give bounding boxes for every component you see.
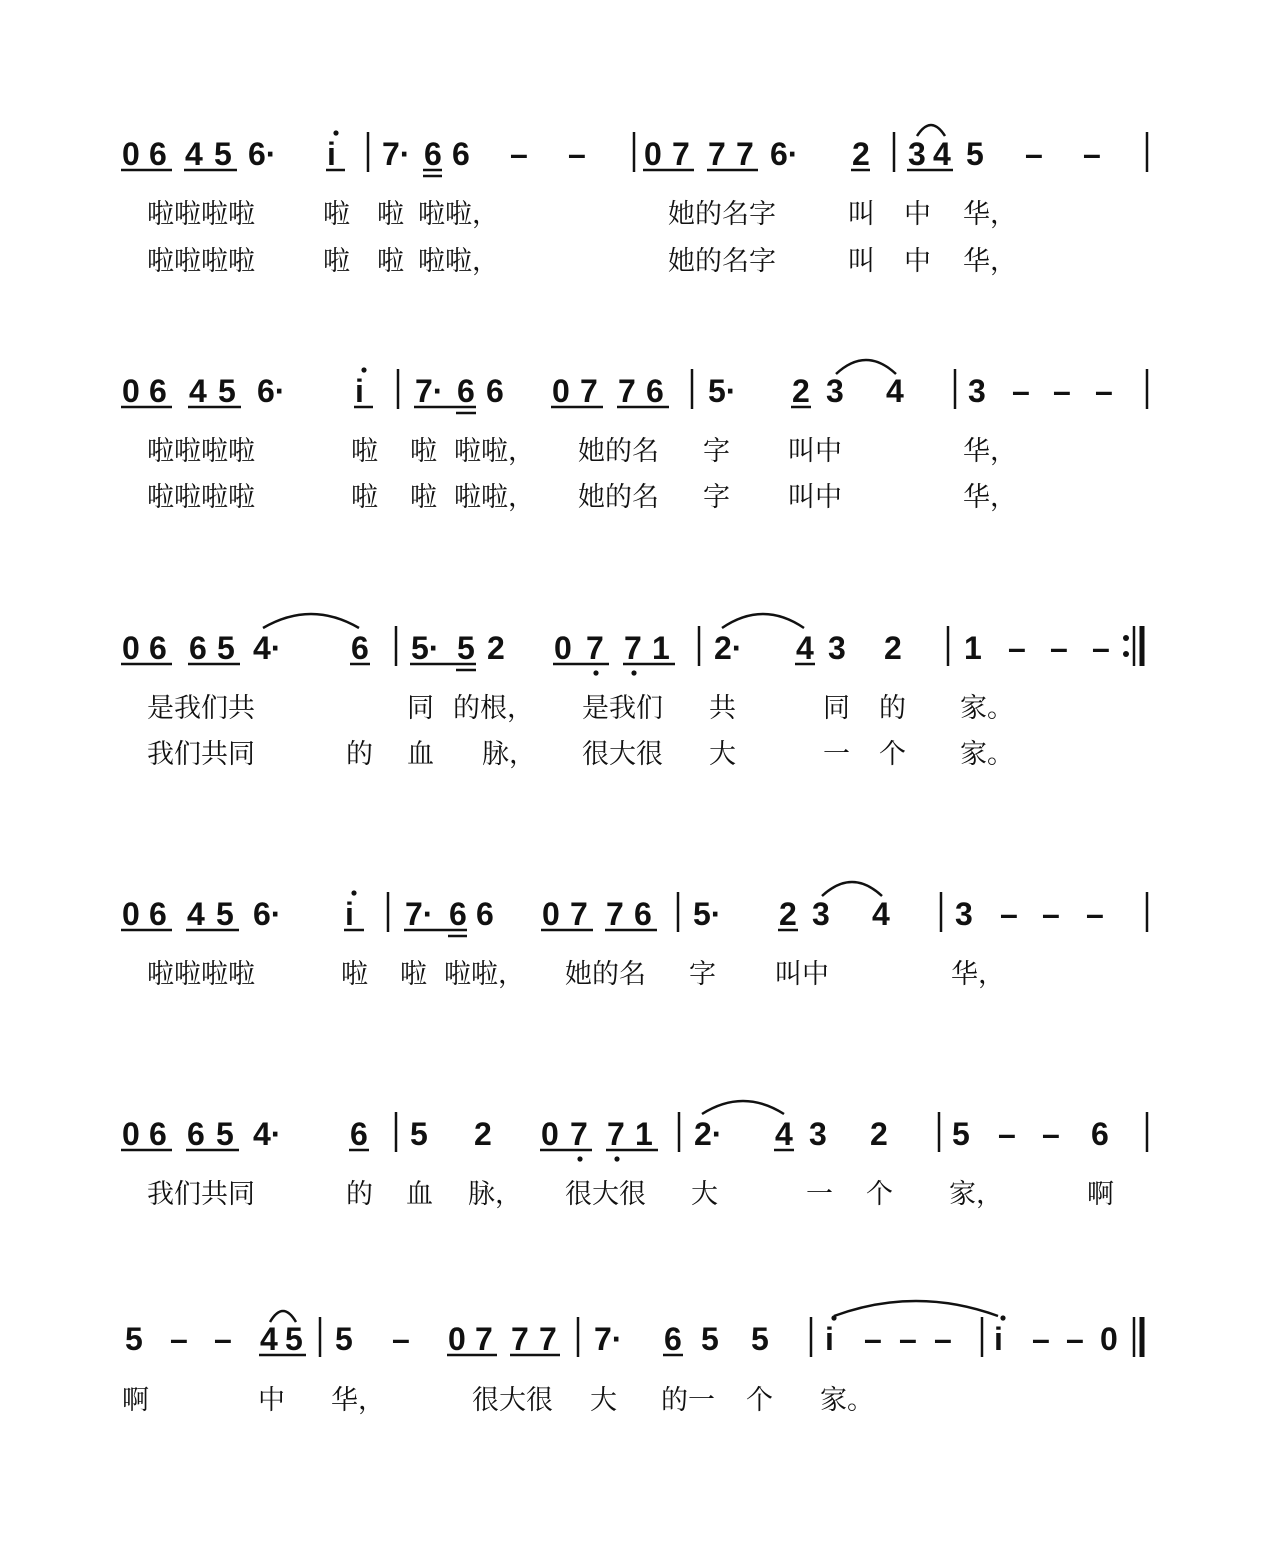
high-note: i — [327, 136, 336, 172]
high-octave-dot — [361, 367, 366, 372]
note: 7 — [586, 630, 604, 666]
note: 5 — [457, 630, 475, 666]
extension-dash: – — [1092, 630, 1110, 666]
lyric: 啦啦啦啦 — [147, 199, 255, 230]
slur — [822, 882, 882, 896]
dotted-note: 6· — [253, 896, 282, 932]
lyric: 啦啦， — [454, 482, 535, 513]
lyric: 家。 — [820, 1385, 874, 1416]
note: 0 — [644, 136, 662, 172]
extension-dash: – — [1042, 896, 1060, 932]
lyric: 的 — [879, 693, 906, 724]
note: 7 — [539, 1321, 557, 1357]
note: 0 — [122, 136, 140, 172]
note: 0 — [1100, 1321, 1118, 1357]
note: 5 — [285, 1321, 303, 1357]
note: 7 — [736, 136, 754, 172]
lyric: 个 — [866, 1179, 893, 1210]
note: 6 — [149, 136, 167, 172]
extension-dash: – — [568, 136, 586, 172]
note: 6 — [351, 630, 369, 666]
extension-dash: – — [1042, 1116, 1060, 1152]
dotted-note: 5· — [693, 896, 722, 932]
lyric: 大 — [691, 1179, 718, 1210]
note: 3 — [809, 1116, 827, 1152]
lyric: 很大很 — [582, 739, 663, 770]
lyric: 华， — [331, 1385, 385, 1416]
note: 1 — [635, 1116, 653, 1152]
lyric: 我们共同 — [147, 1179, 255, 1210]
lyric: 中 — [258, 1385, 285, 1416]
lyric: 脉， — [468, 1179, 522, 1210]
high-note: i — [345, 896, 354, 932]
note: 0 — [122, 896, 140, 932]
slur — [917, 125, 945, 136]
system-4-lyrics — [147, 959, 1005, 990]
lyric: 啦啦， — [454, 436, 535, 467]
note: 0 — [122, 630, 140, 666]
dotted-note: 6· — [248, 136, 277, 172]
dotted-note: 2· — [694, 1116, 723, 1152]
note: 4 — [796, 630, 814, 666]
lyric: 很大很 — [565, 1179, 646, 1210]
dotted-note: 6· — [257, 373, 286, 409]
note: 5 — [125, 1321, 143, 1357]
note: 2 — [852, 136, 870, 172]
note: 1 — [964, 630, 982, 666]
note: 7 — [570, 896, 588, 932]
note: 0 — [554, 630, 572, 666]
dotted-note: 7· — [405, 896, 434, 932]
lyric: 中 — [904, 246, 931, 277]
note: 5 — [952, 1116, 970, 1152]
note: 3 — [812, 896, 830, 932]
system-1-notes — [122, 136, 1101, 172]
lyric: 她的名 — [578, 436, 659, 467]
note: 5 — [966, 136, 984, 172]
note: 4 — [886, 373, 904, 409]
dotted-note: 5· — [411, 630, 440, 666]
note: 7 — [624, 630, 642, 666]
lyric: 啦 — [341, 959, 368, 990]
lyric: 是我们 — [582, 693, 663, 724]
note: 7 — [607, 1116, 625, 1152]
lyric: 啦 — [410, 482, 437, 513]
note: 2 — [792, 373, 810, 409]
lyric: 啦 — [323, 246, 350, 277]
extension-dash: – — [1086, 896, 1104, 932]
lyric: 华， — [951, 959, 1005, 990]
high-octave-dot — [1000, 1315, 1005, 1320]
lyric: 啊 — [1087, 1179, 1114, 1210]
lyric: 大 — [590, 1385, 617, 1416]
lyric: 血 — [406, 1179, 433, 1210]
system-5 — [121, 1101, 1147, 1210]
lyric: 啦啦， — [418, 199, 499, 230]
note: 5 — [216, 896, 234, 932]
low-octave-dot — [614, 1156, 619, 1161]
note: 4 — [187, 896, 205, 932]
lyric: 啦啦， — [418, 246, 499, 277]
lyric: 同 — [407, 693, 434, 724]
note: 7 — [606, 896, 624, 932]
extension-dash: – — [510, 136, 528, 172]
lyric: 同 — [823, 693, 850, 724]
system-4 — [121, 882, 1147, 990]
note: 7 — [570, 1116, 588, 1152]
note: 0 — [552, 373, 570, 409]
extension-dash: – — [1008, 630, 1026, 666]
dotted-note: 7· — [594, 1321, 623, 1357]
system-2 — [121, 360, 1147, 513]
dotted-note: 7· — [382, 136, 411, 172]
note: 7 — [511, 1321, 529, 1357]
note: 2 — [779, 896, 797, 932]
repeat-dot — [1123, 635, 1129, 641]
tie — [834, 1301, 998, 1316]
note: 7 — [708, 136, 726, 172]
note: 4 — [933, 136, 951, 172]
extension-dash: – — [1025, 136, 1043, 172]
note: 6 — [476, 896, 494, 932]
note: 6 — [452, 136, 470, 172]
lyric: 啦 — [410, 436, 437, 467]
lyric: 啦 — [377, 246, 404, 277]
note: 5 — [216, 1116, 234, 1152]
lyric: 华， — [963, 482, 1017, 513]
slur — [722, 614, 804, 628]
lyric: 叫中 — [788, 436, 842, 467]
lyric: 她的名字 — [668, 199, 776, 230]
extension-dash: – — [1053, 373, 1071, 409]
lyric: 啦啦啦啦 — [147, 959, 255, 990]
note: 4 — [189, 373, 207, 409]
extension-dash: – — [1012, 373, 1030, 409]
extension-dash: – — [998, 1116, 1016, 1152]
lyric: 啦啦啦啦 — [147, 246, 255, 277]
lyric: 的一 — [661, 1385, 715, 1416]
note: 4 — [775, 1116, 793, 1152]
note: 6 — [189, 630, 207, 666]
note: 5 — [217, 630, 235, 666]
note: 5 — [335, 1321, 353, 1357]
lyric: 的根， — [453, 693, 534, 724]
lyric: 啦啦啦啦 — [147, 482, 255, 513]
system-5-notes — [122, 1116, 1109, 1152]
dotted-note: 4· — [253, 630, 282, 666]
lyric: 中 — [904, 199, 931, 230]
note: 0 — [122, 373, 140, 409]
lyric: 叫中 — [788, 482, 842, 513]
extension-dash: – — [1032, 1321, 1050, 1357]
note: 0 — [541, 1116, 559, 1152]
note: 6 — [424, 136, 442, 172]
note: 6 — [149, 373, 167, 409]
note: 4 — [872, 896, 890, 932]
lyric: 华， — [963, 436, 1017, 467]
high-note: i — [994, 1321, 1003, 1357]
dotted-note: 7· — [415, 373, 444, 409]
slur — [836, 360, 896, 374]
extension-dash: – — [934, 1321, 952, 1357]
note: 5 — [751, 1321, 769, 1357]
lyric: 叫中 — [775, 959, 829, 990]
note: 6 — [149, 630, 167, 666]
lyric: 啦 — [351, 436, 378, 467]
note: 0 — [448, 1321, 466, 1357]
system-1 — [121, 125, 1147, 277]
note: 6 — [1091, 1116, 1109, 1152]
extension-dash: – — [1000, 896, 1018, 932]
note: 3 — [826, 373, 844, 409]
note: 6 — [457, 373, 475, 409]
lyric: 个 — [879, 739, 906, 770]
high-octave-dot — [351, 890, 356, 895]
extension-dash: – — [1095, 373, 1113, 409]
lyric: 的 — [346, 739, 373, 770]
lyric: 华， — [963, 246, 1017, 277]
lyric: 啦 — [400, 959, 427, 990]
note: 7 — [580, 373, 598, 409]
lyric: 叫 — [848, 199, 875, 230]
note: 2 — [870, 1116, 888, 1152]
lyric: 字 — [689, 959, 716, 990]
system-2-notes — [122, 373, 1113, 409]
lyric: 是我们共 — [147, 693, 255, 724]
lyric: 她的名 — [578, 482, 659, 513]
lyric: 的 — [346, 1179, 373, 1210]
note: 6 — [350, 1116, 368, 1152]
system-6-notes — [125, 1321, 1118, 1357]
lyric: 啊 — [122, 1385, 149, 1416]
note: 6 — [149, 1116, 167, 1152]
system-2-lyrics — [147, 436, 1017, 513]
lyric: 大 — [709, 739, 736, 770]
note: 6 — [646, 373, 664, 409]
lyric: 啦 — [323, 199, 350, 230]
slur — [702, 1101, 784, 1114]
system-6-lyrics — [122, 1385, 874, 1416]
lyric: 字 — [703, 482, 730, 513]
note: 4 — [185, 136, 203, 172]
high-note: i — [825, 1321, 834, 1357]
note: 3 — [968, 373, 986, 409]
slur — [263, 614, 359, 628]
lyric: 她的名 — [565, 959, 646, 990]
note: 6 — [187, 1116, 205, 1152]
note: 6 — [449, 896, 467, 932]
dotted-note: 4· — [253, 1116, 282, 1152]
system-3-lyrics — [147, 693, 1014, 770]
high-note: i — [355, 373, 364, 409]
note: 5 — [410, 1116, 428, 1152]
note: 6 — [664, 1321, 682, 1357]
lyric: 脉， — [482, 739, 536, 770]
extension-dash: – — [1050, 630, 1068, 666]
high-octave-dot — [333, 130, 338, 135]
note: 5 — [218, 373, 236, 409]
extension-dash: – — [170, 1321, 188, 1357]
note: 3 — [828, 630, 846, 666]
note: 7 — [672, 136, 690, 172]
lyric: 家， — [949, 1179, 1003, 1210]
lyric: 叫 — [848, 246, 875, 277]
note: 3 — [955, 896, 973, 932]
note: 5 — [701, 1321, 719, 1357]
note: 4 — [260, 1321, 278, 1357]
extension-dash: – — [214, 1321, 232, 1357]
lyric: 啦啦， — [444, 959, 525, 990]
dotted-note: 2· — [714, 630, 743, 666]
note: 7 — [618, 373, 636, 409]
low-octave-dot — [631, 670, 636, 675]
lyric: 一 — [823, 739, 850, 770]
lyric: 家。 — [960, 693, 1014, 724]
note: 2 — [487, 630, 505, 666]
lyric: 我们共同 — [147, 739, 255, 770]
lyric: 她的名字 — [668, 246, 776, 277]
note: 0 — [122, 1116, 140, 1152]
note: 2 — [474, 1116, 492, 1152]
lyric: 共 — [709, 693, 736, 724]
note: 6 — [486, 373, 504, 409]
note: 6 — [149, 896, 167, 932]
note: 3 — [908, 136, 926, 172]
low-octave-dot — [593, 670, 598, 675]
extension-dash: – — [392, 1321, 410, 1357]
extension-dash: – — [864, 1321, 882, 1357]
lyric: 啦 — [351, 482, 378, 513]
system-1-lyrics — [147, 199, 1017, 277]
note: 7 — [475, 1321, 493, 1357]
system-3-notes — [122, 630, 1110, 666]
lyric: 血 — [407, 739, 434, 770]
note: 1 — [652, 630, 670, 666]
lyric: 啦 — [377, 199, 404, 230]
extension-dash: – — [899, 1321, 917, 1357]
low-octave-dot — [577, 1156, 582, 1161]
extension-dash: – — [1083, 136, 1101, 172]
lyric: 个 — [746, 1385, 773, 1416]
system-6 — [122, 1301, 1142, 1416]
note: 5 — [214, 136, 232, 172]
lyric: 啦啦啦啦 — [147, 436, 255, 467]
dotted-note: 5· — [708, 373, 737, 409]
extension-dash: – — [1066, 1321, 1084, 1357]
note: 0 — [542, 896, 560, 932]
lyric: 字 — [703, 436, 730, 467]
note: 2 — [884, 630, 902, 666]
note: 6 — [634, 896, 652, 932]
system-3 — [121, 614, 1142, 770]
lyric: 很大很 — [472, 1385, 553, 1416]
system-5-lyrics — [147, 1179, 1114, 1210]
repeat-dot — [1123, 651, 1129, 657]
lyric: 华， — [963, 199, 1017, 230]
lyric: 家。 — [960, 739, 1014, 770]
dotted-note: 6· — [770, 136, 799, 172]
system-4-notes — [122, 896, 1104, 932]
lyric: 一 — [806, 1179, 833, 1210]
